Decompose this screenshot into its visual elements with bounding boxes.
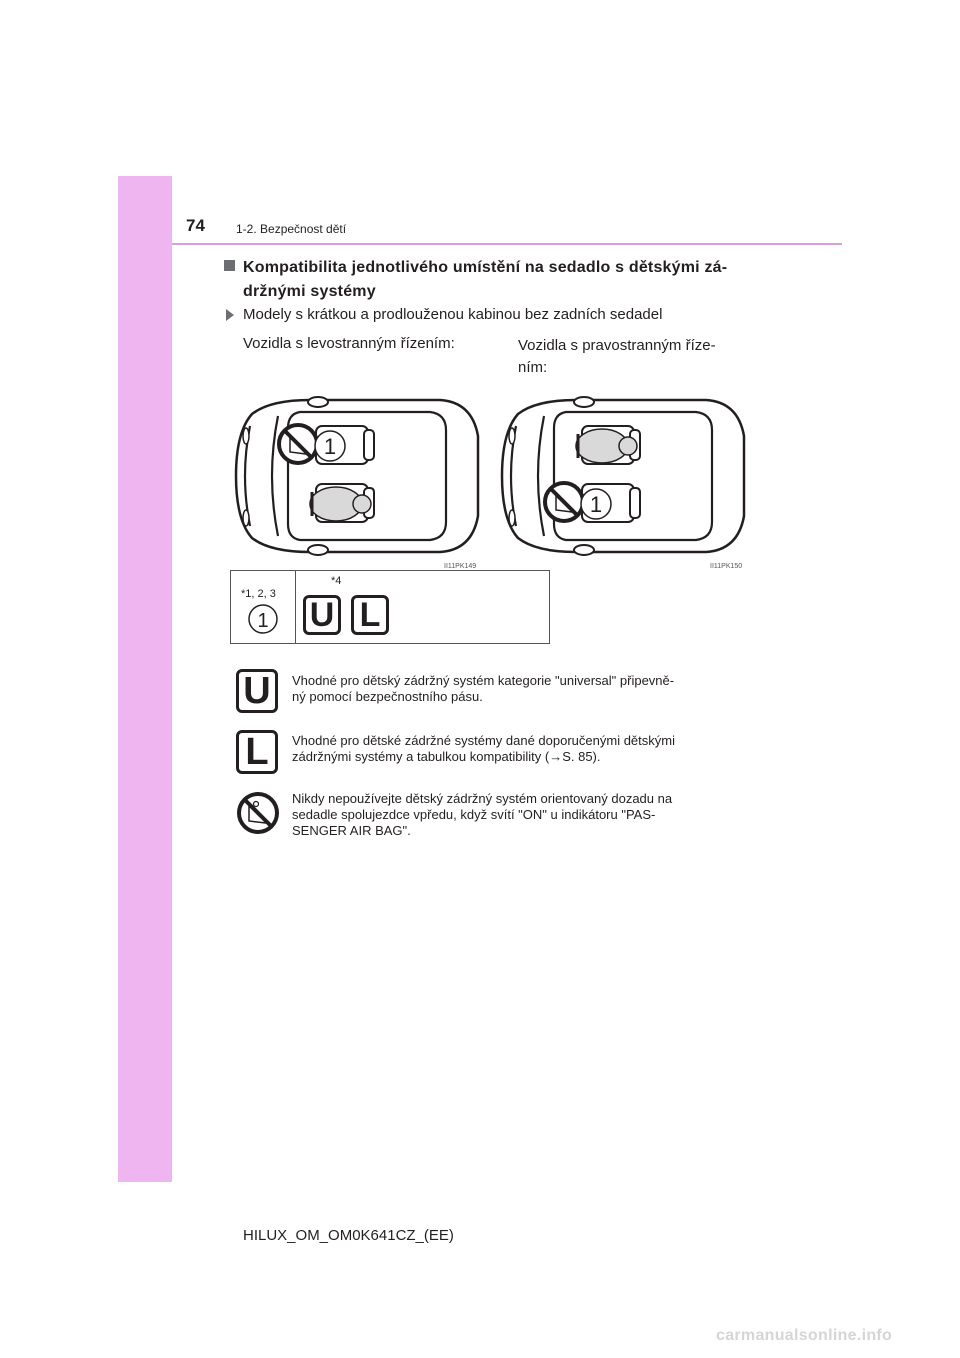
subheading: Modely s krátkou a prodlouženou kabinou bez zadních sedadel — [243, 306, 663, 323]
legend-note-1: *1, 2, 3 — [241, 588, 276, 600]
definition-l: Vhodné pro dětské zádržné systémy dané doporučenými dětskými zádržnými systémy a tabulkou kompatibility (→S. 85). — [292, 733, 675, 764]
section-heading: Kompatibilita jednotlivého umístění na sedadlo s dětskými zá- držnými systémy — [243, 259, 728, 300]
legend-table — [230, 570, 550, 644]
legend-divider — [295, 571, 296, 643]
seat-number-icon — [247, 603, 279, 635]
definition-u: Vhodné pro dětský zádržný systém kategorie "universal" připevně- ný pomocí bezpečnostního pásu. — [292, 673, 675, 704]
header-rule — [172, 243, 842, 245]
legend-l-symbol: L — [351, 595, 389, 635]
l-symbol-icon: L — [236, 730, 278, 774]
figure-code-right: II11PK150 — [710, 563, 743, 570]
footer-code: HILUX_OM_OM0K641CZ_(EE) — [243, 1227, 454, 1244]
legend-note-2: *4 — [331, 575, 342, 587]
seat-marker-left: 1 — [323, 434, 337, 459]
square-bullet-icon — [224, 260, 235, 271]
definition-prohibited: Nikdy nepoužívejte dětský zádržný systém orientovaný dozadu na sedadle spolujezdce vpředu, když svítí "ON" u indikátoru "PAS- SENGER AIR BAG". — [292, 791, 673, 838]
caption-rhd: Vozidla s pravostranným říze- ním: — [518, 337, 716, 376]
prohibited-seat-icon — [236, 790, 280, 836]
legend-seat-marker: 1 — [257, 610, 269, 632]
watermark: carmanualsonline.info — [716, 1327, 893, 1344]
figure-code-left: II11PK149 — [444, 563, 477, 570]
triangle-bullet-icon — [226, 309, 234, 321]
car-seat-diagram — [230, 396, 750, 566]
seat-marker-right: 1 — [589, 492, 603, 517]
page-number: 74 — [186, 216, 205, 235]
u-symbol-icon: U — [236, 669, 278, 713]
legend-u-symbol: U — [303, 595, 341, 635]
section-title: 1-2. Bezpečnost dětí — [236, 222, 347, 236]
caption-lhd: Vozidla s levostranným řízením: — [243, 335, 455, 352]
sidebar-tab — [118, 176, 172, 1182]
